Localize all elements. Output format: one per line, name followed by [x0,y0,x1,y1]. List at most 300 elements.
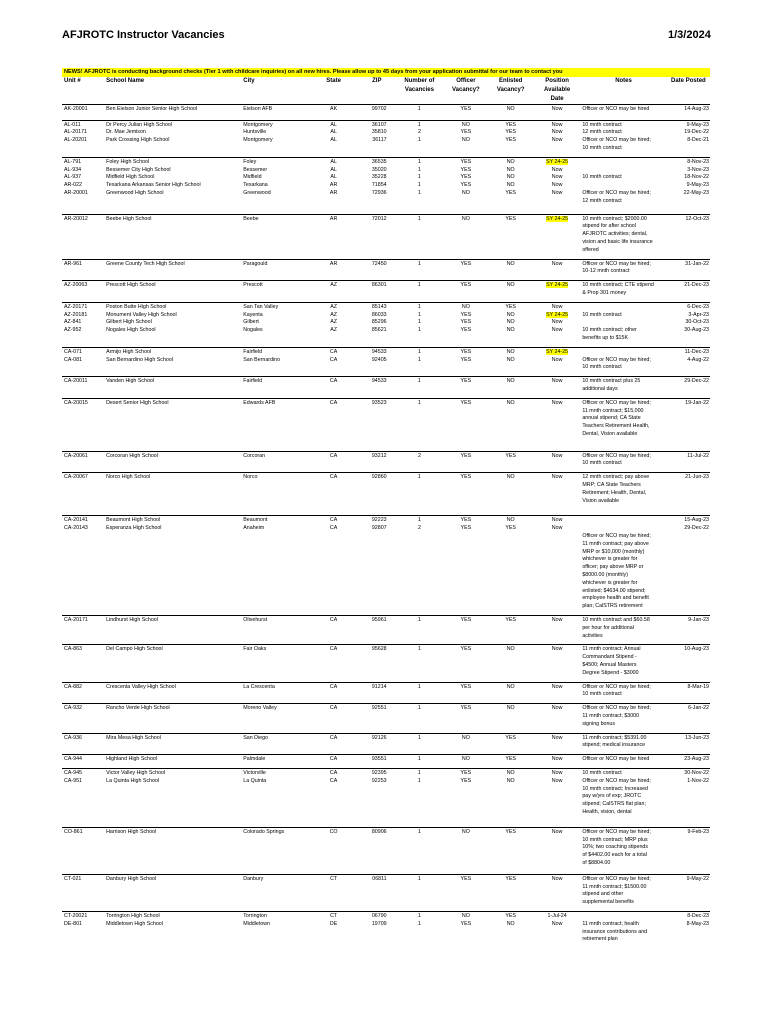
cell-unit: CO-861 [62,827,104,874]
cell-zip: 06790 [359,911,395,920]
cell-pos: Now [534,733,580,755]
cell-date: 11-Jul-22 [667,451,710,473]
cell-unit: AZ-841 [64,319,82,326]
cell-date: 4-Aug-22 [687,356,709,363]
cell-state: AL [330,166,337,173]
cell-vac: 1 [417,356,421,363]
cell-off: NO [444,120,487,129]
cell-city: Danbury [241,874,308,911]
cell-notes [580,104,666,120]
notes-line: 10 mnth contract [582,144,622,151]
cell-school: Corcoran High School [104,451,241,473]
cell-date: 8-Dec-23 [667,911,710,920]
cell-off: YES [444,259,487,281]
table-row [62,312,710,320]
cell-off: YES [444,347,487,356]
cell-school: Torrington High School [104,911,241,920]
notes-line: 10 mnth contract [582,174,622,181]
notes-line: Officer or NCO may be hired; [582,705,651,712]
notes-line [582,304,664,312]
cell-unit: CA-20015 [62,398,104,451]
cell-notes [580,616,666,645]
cell-date: 21-Dec-23 [667,281,710,303]
cell-enl: YES [487,451,533,473]
cell-school: Foley High School [104,157,241,166]
cell-school: Vanden High School [104,377,241,399]
cell-vac: 1 [395,377,445,399]
cell-pos: Now [551,166,563,173]
cell-pos: 1-Jul-24 [534,911,580,920]
cell-state: CT [308,874,359,911]
table-row [62,281,710,303]
cell-off: YES [444,377,487,399]
notes-line: 11 mnth contract; $1500.00 [582,883,647,890]
cell-school: Victor Valley High School [104,768,241,777]
col-unit: Unit # [64,77,81,84]
cell-zip: 92860 [359,473,395,516]
header-row-2 [62,86,710,95]
cell-unit: AZ-20181 [64,311,88,318]
cell-city: Anaheim [243,525,265,532]
col-position-2: Available [544,86,571,93]
cell-unit: CA-20143 [64,525,88,532]
cell-state: AR [329,189,338,196]
cell-state: CA [308,398,359,451]
cell-enl: NO [487,259,533,281]
cell-enl: NO [487,473,533,516]
cell-vac: 1 [417,174,421,181]
notes-line: activities [582,632,603,639]
cell-enl: NO [487,398,533,451]
cell-enl: YES [487,616,533,645]
col-school: School Name [106,77,145,84]
notes-line: Retirement; Health, Dental, [582,489,647,496]
cell-zip: 86033 [371,311,387,318]
cell-state: AL [308,120,359,129]
notes-line: 10 mnth contract [582,121,622,128]
cell-vac: 1 [395,157,445,166]
cell-enl: YES [505,137,516,144]
table-row [62,911,710,920]
notes-line: whichever is greater for [582,556,638,563]
cell-unit: CA-20061 [62,451,104,473]
cell-vac: 1 [417,189,421,196]
cell-pos: Now [534,874,580,911]
cell-enl: YES [487,911,533,920]
cell-off: NO [444,733,487,755]
cell-state: AR [308,259,359,281]
cell-state: CO [308,827,359,874]
cell-vac: 1 [395,398,445,451]
cell-notes [580,167,666,175]
cell-vac: 1 [395,259,445,281]
notes-line: stipend; medical insurance [582,742,646,749]
cell-notes [580,768,666,777]
notes-line: 10%; two coaching stipends [582,844,648,851]
cell-city: San Diego [241,733,308,755]
cell-vac: 1 [395,473,445,516]
cell-enl: YES [505,189,516,196]
cell-unit: DE-801 [64,920,82,927]
notes-line: & Prop 301 money [582,289,627,296]
cell-state: AL [330,137,337,144]
cell-enl: NO [506,777,515,784]
cell-city: Nogales [243,327,263,334]
cell-notes [580,347,666,356]
cell-school: San Bernardino High School [106,356,173,363]
cell-unit: AL-011 [62,120,104,129]
cell-pos: Now [534,259,580,281]
notes-line: 11 mnth contract; $3000 [582,713,640,719]
cell-school: Mira Mesa High School [104,733,241,755]
cell-notes [580,451,666,473]
cell-zip: 92126 [359,733,395,755]
cell-unit: CA-863 [62,645,104,682]
cell-school: Bessemer City High School [106,166,171,173]
cell-state: AZ [308,302,359,311]
cell-notes [580,319,666,327]
cell-vac: 2 [417,525,421,532]
cell-zip: 93523 [359,398,395,451]
cell-enl: NO [506,166,515,173]
cell-notes [580,645,666,682]
cell-enl: YES [487,755,533,769]
cell-date: 3-Nov-23 [687,166,709,173]
notes-line: stipend for after school [582,223,636,230]
cell-zip: 92405 [371,356,387,363]
col-notes: Notes [615,77,632,84]
cell-state: CA [308,733,359,755]
news-text: NEWS! AFJROTC is conducting background checks (Tier 1 with childcare inquiries) on all new hires. Please allow up to 45 days from your application submittal for our team to contact you [62,68,710,77]
cell-notes [580,704,666,733]
notes-line: 12 mnth contract; pay above [582,474,650,481]
notes-line: Officer or NCO may be hired [582,756,650,763]
cell-date: 29-Dec-22 [684,525,709,532]
cell-school: La Quinta High School [106,777,160,784]
cell-city: Texarkana [243,182,268,189]
cell-off: YES [444,398,487,451]
cell-zip: 94533 [359,377,395,399]
notes-line: Officer or NCO may be hired; [582,683,651,690]
notes-line: 10 mnth contract [582,769,622,776]
cell-vac: 1 [395,104,445,120]
cell-city: Kayenta [243,311,263,318]
cell-zip: 72012 [359,214,395,259]
cell-pos [534,214,580,259]
notes-line: 11 mnth contract; pay above [582,540,649,547]
cell-zip: 92807 [371,525,387,532]
position-highlight: SY 24-25 [546,311,569,318]
notes-line: stipend; CalSTRS flat plan; [582,801,646,808]
cell-city: Paragould [241,259,308,281]
cell-date: 10-Aug-23 [667,645,710,682]
notes-line: Officer or NCO may be hired; [582,875,651,882]
col-enlisted-2: Vacancy? [496,86,525,93]
cell-off: YES [460,129,472,136]
cell-notes [580,157,666,166]
cell-zip: 92223 [359,516,395,525]
notes-line: stipend and other [582,891,624,898]
cell-city: Corcoran [241,451,308,473]
cell-off: YES [444,682,487,704]
cell-unit: AL-791 [62,157,104,166]
cell-notes [580,174,666,182]
cell-off: YES [444,874,487,911]
cell-off: NO [444,911,487,920]
cell-date: 13-Jun-23 [667,733,710,755]
cell-date: 22-May-23 [683,189,709,196]
position-highlight: SY 24-25 [546,215,569,222]
notes-line: Officer or NCO may be hired; [582,189,651,196]
cell-unit: AL-20201 [64,137,87,144]
cell-notes [580,398,666,451]
cell-notes [580,733,666,755]
col-vacancies: Number of [404,77,435,84]
cell-state: CA [329,777,338,784]
cell-vac: 1 [395,827,445,874]
cell-school: Poston Butte High School [104,302,241,311]
notes-line: Officer or NCO may be hired; [582,356,651,363]
cell-school: Highland High School [104,755,241,769]
cell-unit: CA-945 [62,768,104,777]
cell-school: Prescott High School [104,281,241,303]
cell-enl: YES [487,874,533,911]
cell-notes [580,214,666,259]
notes-line: Officer or NCO may be hired; [582,777,651,784]
cell-date: 18-Nov-22 [684,174,709,181]
cell-notes [580,120,666,129]
cell-zip: 85621 [371,327,387,334]
cell-date: 6-Dec-23 [667,302,710,311]
table-row [62,174,710,182]
cell-pos [534,281,580,303]
cell-pos: Now [534,451,580,473]
cell-date: 31-Jan-22 [667,259,710,281]
notes-line: 10 mnth contract; $2000.00 [582,215,647,222]
cell-pos: Now [534,377,580,399]
cell-zip: 35228 [371,174,387,181]
cell-pos: Now [551,920,563,927]
cell-pos: Now [534,704,580,733]
cell-state: DE [329,920,338,927]
cell-pos: Now [551,174,563,181]
cell-vac: 1 [395,755,445,769]
cell-vac: 1 [395,516,445,525]
cell-off: YES [444,157,487,166]
notes-line: 10 mnth contract; MRP plus [582,836,648,843]
document-title: AFJROTC Instructor Vacancies [62,29,225,41]
cell-unit: AR-20001 [64,189,88,196]
cell-school: Ben Eielson Junior Senior High School [104,104,241,120]
cell-notes [580,755,666,769]
cell-enl: NO [487,347,533,356]
cell-zip: 35810 [371,129,387,136]
notes-line: insurance contributions and [582,928,648,935]
cell-unit: AZ-20171 [62,302,104,311]
cell-off: YES [460,174,472,181]
cell-state: AZ [330,311,337,318]
cell-state: AK [308,104,359,120]
notes-line: 11 mnth contract; $5391.00 [582,734,647,741]
cell-off: YES [460,777,472,784]
cell-off: YES [444,516,487,525]
cell-city: Edwards AFB [241,398,308,451]
cell-city: Beebe [241,214,308,259]
cell-state: CA [308,682,359,704]
cell-zip: 72450 [359,259,395,281]
notes-line: MRP or $10,000 (monthly) [582,548,645,555]
cell-vac: 2 [417,129,421,136]
notes-line: 10 mnth contract [582,364,622,371]
notes-line: 10-12 mnth contract [582,268,630,275]
table-row [62,259,710,281]
cell-city: Huntsville [243,129,267,136]
cell-school: Rancho Verde High School [104,704,241,733]
cell-vac: 1 [417,920,421,927]
cell-off: YES [444,768,487,777]
cell-state: CA [308,473,359,516]
cell-unit: AR-961 [62,259,104,281]
notes-line: 10 mnth contract; CTE stipend [582,282,654,289]
cell-vac: 1 [417,182,421,189]
cell-enl: NO [487,104,533,120]
cell-off: YES [444,473,487,516]
cell-off: YES [444,104,487,120]
cell-vac: 1 [395,645,445,682]
table-row [62,645,710,682]
cell-school: Gilbert High School [106,319,152,326]
cell-notes [580,182,666,190]
cell-enl: YES [487,733,533,755]
notes-line: 10 mnth contract [582,460,622,467]
document-date: 1/3/2024 [668,29,711,41]
col-city: City [243,77,255,84]
cell-notes [580,921,666,944]
cell-city: Olivehurst [241,616,308,645]
notes-line: 12 mnth contract [582,129,622,136]
cell-zip: 95961 [359,616,395,645]
cell-state: AZ [330,327,337,334]
cell-pos: Now [551,137,563,144]
table-row [62,137,710,157]
cell-notes [580,827,666,874]
table-row [62,755,710,769]
cell-date: 29-Dec-22 [667,377,710,399]
cell-notes [580,874,666,911]
cell-pos: Now [534,516,580,525]
cell-city: Fair Oaks [241,645,308,682]
table-row [62,327,710,347]
cell-unit: CA-071 [62,347,104,356]
notes-line: Teachers Retirement Health, [582,423,650,430]
cell-date: 9-Feb-23 [667,827,710,874]
cell-state: CA [308,516,359,525]
cell-enl: NO [487,682,533,704]
table-row [62,398,710,451]
cell-enl: YES [487,120,533,129]
cell-off: YES [460,319,472,326]
cell-date: 9-May-23 [686,182,709,189]
cell-enl: NO [506,920,515,927]
cell-off: YES [444,645,487,682]
cell-zip: 99702 [359,104,395,120]
cell-school: Armijo High School [104,347,241,356]
cell-school: Middletown High School [106,920,163,927]
cell-date: 11-Dec-23 [667,347,710,356]
cell-unit: AL-934 [64,166,82,173]
notes-line: Officer or NCO may be hired; [582,452,651,459]
cell-school: Danbury High School [104,874,241,911]
cell-pos: Now [534,755,580,769]
table-row [62,778,710,827]
notes-line [582,159,664,167]
table-row [62,451,710,473]
cell-zip: 71854 [371,182,387,189]
cell-city: Fairfield [241,377,308,399]
cell-unit: CA-20141 [62,516,104,525]
cell-state: CA [308,347,359,356]
cell-pos: Now [551,129,563,136]
notes-line: 11 mnth contract; Annual [582,646,641,653]
cell-unit: AZ-20063 [62,281,104,303]
col-officer-2: Vacancy? [452,86,480,93]
notes-line: 12 mnth contract [582,197,622,204]
cell-city: San Tan Valley [241,302,308,311]
table-row [62,473,710,516]
cell-vac: 1 [417,777,421,784]
cell-unit: AR-022 [64,182,82,189]
notes-line: officer; pay above MRP or [582,564,644,571]
cell-zip: 72936 [371,189,387,196]
notes-line: enlisted; $4634.00 stipend; [582,587,646,594]
cell-state: AZ [330,319,337,326]
cell-off: NO [444,302,487,311]
notes-line: per hour for additional [582,624,634,631]
cell-state: CA [329,356,338,363]
cell-enl: NO [506,319,515,326]
cell-city: Colorado Springs [241,827,308,874]
cell-enl: NO [506,174,515,181]
cell-enl: NO [506,356,515,363]
cell-pos: Now [534,120,580,129]
cell-pos: Now [551,319,563,326]
cell-zip: 85296 [371,319,387,326]
cell-unit: CA-944 [62,755,104,769]
notes-line: supplemental benefits [582,899,634,906]
notes-line: Officer or NCO may be hired; [582,399,651,406]
cell-enl: YES [487,214,533,259]
notes-line: 10 mnth contract plus 25 [582,378,641,385]
cell-state: CA [329,525,338,532]
cell-school: Beebe High School [104,214,241,259]
table-row [62,733,710,755]
notes-line [582,525,664,533]
table-row [62,214,710,259]
cell-school: Lindhurst High School [104,616,241,645]
position-highlight: SY 24-25 [546,282,569,289]
cell-pos: Now [551,777,563,784]
cell-zip: 94533 [359,347,395,356]
cell-school: Park Crossing High School [106,137,170,144]
cell-zip: 93212 [359,451,395,473]
notes-line: $8000.00 (monthly) [582,572,628,579]
notes-line: 10 mnth contract; other [582,327,637,334]
cell-zip: 36535 [359,157,395,166]
cell-date: 9-May-23 [667,120,710,129]
cell-pos: Now [534,645,580,682]
cell-enl: YES [505,525,516,532]
notes-line [582,913,664,921]
